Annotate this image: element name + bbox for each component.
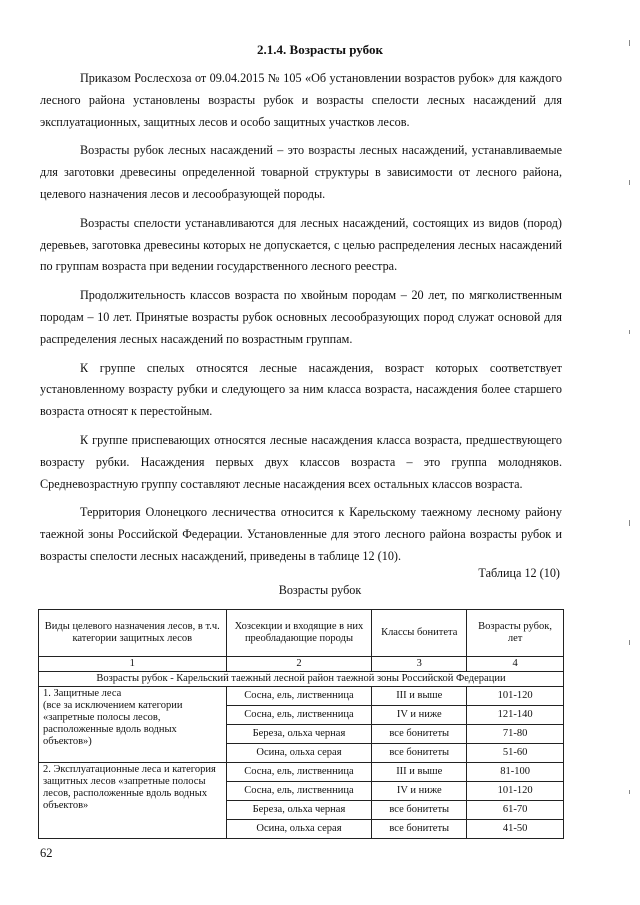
header-cell: Классы бонитета: [372, 610, 467, 657]
section-title: 2.1.4. Возрасты рубок: [257, 42, 383, 57]
scan-artifact: [629, 330, 630, 334]
paragraph: Территория Олонецкого лесничества относится к Карельскому таежному лесному району таежной зоны Российской Федерации. Установленные для этого лесного района возрасты рубок и возрасты спелости лесных насаждений, приведены в таблице 12 (10).: [40, 505, 562, 563]
age-cell: 81-100: [467, 763, 564, 782]
class-cell: все бонитеты: [372, 801, 467, 820]
age-cell: 51-60: [467, 744, 564, 763]
species-cell: Сосна, ель, лиственница: [226, 687, 372, 706]
paragraph: Продолжительность классов возраста по хвойным породам – 20 лет, по мягколиственным породам – 10 лет. Принятые возрасты рубок основных лесообразующих пород служат основой для распределения лесных насаждений по возрастным группам.: [40, 288, 562, 346]
region-cell: Возрасты рубок - Карельский таежный лесной район таежной зоны Российской Федерации: [39, 672, 564, 687]
age-cell: 101-120: [467, 782, 564, 801]
column-number: 3: [372, 657, 467, 672]
paragraph: Приказом Рослесхоза от 09.04.2015 № 105 «Об установлении возрастов рубок» для каждого лесного района установлены возрасты рубок и возрасты спелости лесных насаждений для эксплуатационных, защитных лесов и особо защитных участков лесов.: [40, 71, 562, 129]
table-number: Таблица 12 (10): [478, 566, 560, 580]
class-cell: все бонитеты: [372, 744, 467, 763]
species-cell: Осина, ольха серая: [226, 820, 372, 839]
column-number-row: [39, 657, 564, 672]
page-number: 62: [40, 846, 53, 860]
body-text: [40, 68, 562, 575]
scan-artifact: [629, 180, 630, 185]
species-cell: Сосна, ель, лиственница: [226, 782, 372, 801]
class-cell: все бонитеты: [372, 820, 467, 839]
column-number: 1: [39, 657, 227, 672]
cutting-ages-table: [38, 609, 564, 839]
table-row: [39, 687, 564, 706]
column-number: 2: [226, 657, 372, 672]
header-cell: Виды целевого назначения лесов, в т.ч. категории защитных лесов: [39, 610, 227, 657]
species-cell: Береза, ольха черная: [226, 725, 372, 744]
paragraph: К группе спелых относятся лесные насаждения, возраст которых соответствует установленному возрасту рубки и следующего за ним класса возраста, насаждения более старшего возраста относят к перестойным.: [40, 360, 562, 419]
age-cell: 71-80: [467, 725, 564, 744]
group-name-cell: 2. Эксплуатационные леса и категория защитных лесов «запретные полосы лесов, расположенные вдоль водных объектов»: [39, 763, 227, 839]
column-number: 4: [467, 657, 564, 672]
table-row: [39, 763, 564, 782]
scan-artifact: [629, 40, 630, 46]
header-cell: Возрасты рубок, лет: [467, 610, 564, 657]
species-cell: Сосна, ель, лиственница: [226, 706, 372, 725]
class-cell: III и выше: [372, 687, 467, 706]
header-cell: Хозсекции и входящие в них преобладающие породы: [226, 610, 372, 657]
scan-artifact: [629, 520, 630, 526]
paragraph: Возрасты спелости устанавливаются для лесных насаждений, состоящих из видов (пород) деревьев, заготовка древесины которых не допускается, с целью распределения лесных насаждений по группам возраста при ведении государственного лесного реестра.: [40, 215, 562, 274]
paragraph: Возрасты рубок лесных насаждений – это возрасты лесных насаждений, устанавливаемые для заготовки древесины определенной товарной структуры в зависимости от лесного района, целевого назначения лесов и лесообразующей породы.: [40, 143, 562, 201]
species-cell: Осина, ольха серая: [226, 744, 372, 763]
class-cell: IV и ниже: [372, 782, 467, 801]
class-cell: III и выше: [372, 763, 467, 782]
table-title: Возрасты рубок: [278, 583, 362, 597]
table-header-row: [39, 610, 564, 657]
class-cell: IV и ниже: [372, 706, 467, 725]
age-cell: 61-70: [467, 801, 564, 820]
species-cell: Сосна, ель, лиственница: [226, 763, 372, 782]
age-cell: 121-140: [467, 706, 564, 725]
class-cell: все бонитеты: [372, 725, 467, 744]
species-cell: Береза, ольха черная: [226, 801, 372, 820]
scan-artifact: [629, 640, 630, 645]
age-cell: 101-120: [467, 687, 564, 706]
paragraph: К группе приспевающих относятся лесные насаждения класса возраста, предшествующего возрасту рубки. Насаждения первых двух классов возраста – это группа молодняков. Средневозрастную группу составляют лесные насаждения всех остальных классов возраста.: [40, 432, 562, 491]
group-name-cell: 1. Защитные леса (все за исключением категории «запретные полосы лесов, расположенные вдоль водных объектов»): [39, 687, 227, 763]
region-row: [39, 672, 564, 687]
scan-artifact: [629, 790, 630, 794]
age-cell: 41-50: [467, 820, 564, 839]
